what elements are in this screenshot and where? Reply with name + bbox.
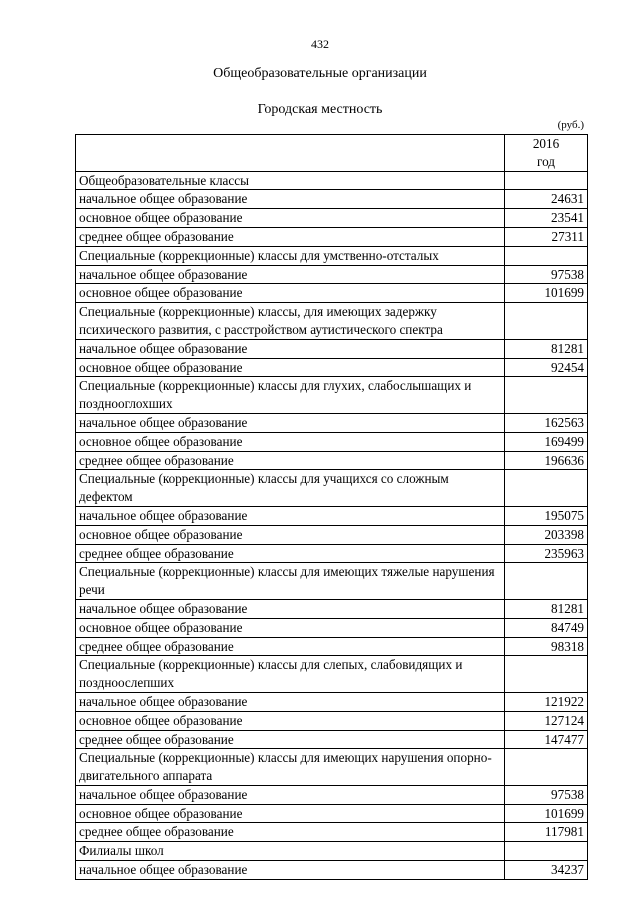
cost-value xyxy=(505,246,588,265)
table-row xyxy=(76,265,588,284)
education-level-label: основное общее образование xyxy=(76,804,505,823)
section-header-row xyxy=(76,303,588,340)
section-label: Общеобразовательные классы xyxy=(76,171,505,190)
table-row xyxy=(76,227,588,246)
cost-value xyxy=(505,563,588,600)
education-level-label: основное общее образование xyxy=(76,525,505,544)
cost-value: 98318 xyxy=(505,637,588,656)
cost-value: 23541 xyxy=(505,209,588,228)
cost-value: 81281 xyxy=(505,339,588,358)
education-level-label: среднее общее образование xyxy=(76,544,505,563)
education-level-label: начальное общее образование xyxy=(76,785,505,804)
table-row xyxy=(76,730,588,749)
table-row xyxy=(76,599,588,618)
education-level-label: основное общее образование xyxy=(76,358,505,377)
table-row xyxy=(76,209,588,228)
cost-value: 162563 xyxy=(505,413,588,432)
section-header-row xyxy=(76,171,588,190)
document-subtitle: Городская местность xyxy=(257,102,383,117)
education-level-label: среднее общее образование xyxy=(76,823,505,842)
table-row xyxy=(76,451,588,470)
education-level-label: основное общее образование xyxy=(76,432,505,451)
section-header-row xyxy=(76,377,588,414)
header-year: 2016 xyxy=(532,136,560,151)
cost-value: 84749 xyxy=(505,618,588,637)
table-row xyxy=(76,711,588,730)
section-label: Специальные (коррекционные) классы для имеющих нарушения опорно-двигательного аппарата xyxy=(76,749,505,786)
education-level-label: основное общее образование xyxy=(76,711,505,730)
table-row xyxy=(76,544,588,563)
cost-value xyxy=(505,842,588,861)
cost-value: 27311 xyxy=(505,227,588,246)
cost-table xyxy=(75,134,588,880)
section-header-row xyxy=(76,563,588,600)
cost-value xyxy=(505,303,588,340)
education-level-label: среднее общее образование xyxy=(76,637,505,656)
table-row xyxy=(76,637,588,656)
cost-value: 121922 xyxy=(505,692,588,711)
table-header-row xyxy=(76,135,588,172)
table-row xyxy=(76,823,588,842)
section-label: Специальные (коррекционные) классы для умственно-отсталых xyxy=(76,246,505,265)
cost-value: 117981 xyxy=(505,823,588,842)
table-row xyxy=(76,785,588,804)
cost-value: 81281 xyxy=(505,599,588,618)
table-row xyxy=(76,190,588,209)
education-level-label: начальное общее образование xyxy=(76,190,505,209)
unit-label: (руб.) xyxy=(557,119,584,131)
cost-value: 97538 xyxy=(505,785,588,804)
cost-value: 97538 xyxy=(505,265,588,284)
section-header-row xyxy=(76,656,588,693)
education-level-label: начальное общее образование xyxy=(76,339,505,358)
education-level-label: начальное общее образование xyxy=(76,599,505,618)
education-level-label: начальное общее образование xyxy=(76,861,505,880)
table-row xyxy=(76,525,588,544)
header-year-cell xyxy=(505,135,588,172)
education-level-label: среднее общее образование xyxy=(76,227,505,246)
table-row xyxy=(76,339,588,358)
education-level-label: начальное общее образование xyxy=(76,506,505,525)
cost-value: 101699 xyxy=(505,284,588,303)
table-row xyxy=(76,804,588,823)
education-level-label: основное общее образование xyxy=(76,618,505,637)
document-title: Общеобразовательные организации xyxy=(213,66,427,81)
table-row xyxy=(76,358,588,377)
cost-value: 24631 xyxy=(505,190,588,209)
education-level-label: начальное общее образование xyxy=(76,413,505,432)
cost-value: 101699 xyxy=(505,804,588,823)
cost-value xyxy=(505,171,588,190)
page-number: 432 xyxy=(311,37,329,51)
section-header-row xyxy=(76,246,588,265)
education-level-label: среднее общее образование xyxy=(76,451,505,470)
header-year-unit: год xyxy=(536,153,555,169)
education-level-label: среднее общее образование xyxy=(76,730,505,749)
cost-value: 127124 xyxy=(505,711,588,730)
cost-value: 92454 xyxy=(505,358,588,377)
education-level-label: основное общее образование xyxy=(76,284,505,303)
education-level-label: начальное общее образование xyxy=(76,265,505,284)
table-body xyxy=(76,135,588,880)
table-row xyxy=(76,284,588,303)
section-label: Специальные (коррекционные) классы для учащихся со сложным дефектом xyxy=(76,470,505,507)
section-label: Филиалы школ xyxy=(76,842,505,861)
education-level-label: начальное общее образование xyxy=(76,692,505,711)
cost-value: 34237 xyxy=(505,861,588,880)
cost-value xyxy=(505,749,588,786)
table-row xyxy=(76,861,588,880)
section-label: Специальные (коррекционные) классы, для имеющих задержку психического развития, с расстройством аутистического спектра xyxy=(76,303,505,340)
table-row xyxy=(76,692,588,711)
cost-value xyxy=(505,377,588,414)
cost-value xyxy=(505,656,588,693)
section-label: Специальные (коррекционные) классы для глухих, слабослышащих и позднооглохших xyxy=(76,377,505,414)
cost-value: 235963 xyxy=(505,544,588,563)
cost-value xyxy=(505,470,588,507)
section-label: Специальные (коррекционные) классы для слепых, слабовидящих и поздноослепших xyxy=(76,656,505,693)
cost-value: 195075 xyxy=(505,506,588,525)
cost-value: 169499 xyxy=(505,432,588,451)
section-header-row xyxy=(76,842,588,861)
section-label: Специальные (коррекционные) классы для имеющих тяжелые нарушения речи xyxy=(76,563,505,600)
cost-value: 147477 xyxy=(505,730,588,749)
cost-value: 196636 xyxy=(505,451,588,470)
education-level-label: основное общее образование xyxy=(76,209,505,228)
table-row xyxy=(76,618,588,637)
table-row xyxy=(76,432,588,451)
cost-value: 203398 xyxy=(505,525,588,544)
table-row xyxy=(76,413,588,432)
header-label-cell xyxy=(76,135,505,172)
table-row xyxy=(76,506,588,525)
section-header-row xyxy=(76,470,588,507)
section-header-row xyxy=(76,749,588,786)
